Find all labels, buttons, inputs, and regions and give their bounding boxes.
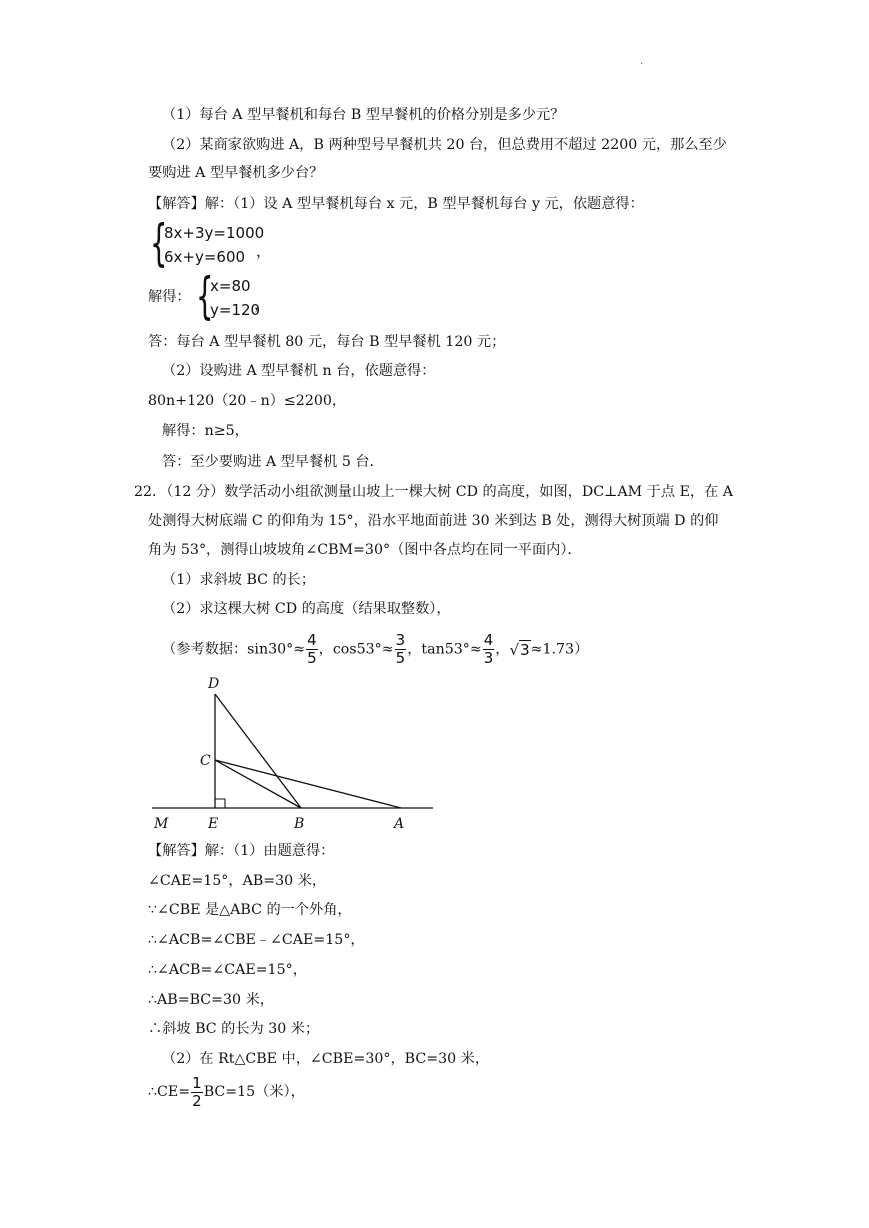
fraction-1: $\frac{4}{5}$ bbox=[307, 631, 317, 667]
label-m: M bbox=[154, 816, 169, 832]
ref-sep: ， bbox=[495, 641, 510, 658]
system-2-eq-1: x=80 bbox=[210, 277, 251, 295]
step-8-pre: ∴CE= bbox=[148, 1084, 191, 1100]
solution-step-8 bbox=[148, 1074, 305, 1110]
step-8-post: BC=15（米）， bbox=[203, 1084, 305, 1100]
reference-data bbox=[162, 632, 588, 667]
question-22-part-2: （2）求这棵大树 CD 的高度（结果取整数）， bbox=[162, 601, 451, 617]
ref-close: ≈1.73） bbox=[530, 641, 589, 658]
label-a: A bbox=[394, 816, 405, 832]
sqrt-3: √3 bbox=[509, 640, 530, 659]
solution-step-6: ∴斜坡 BC 的长为 30 米； bbox=[148, 1021, 320, 1037]
solution-step-4: ∴∠ACB=∠CAE=15°， bbox=[148, 962, 307, 978]
ref-open: （参考数据：sin30°≈ bbox=[162, 641, 306, 658]
label-d: D bbox=[208, 676, 220, 692]
left-brace: { bbox=[150, 214, 168, 272]
line-ca bbox=[215, 760, 401, 808]
right-angle-mark bbox=[215, 799, 225, 808]
line-cb bbox=[215, 760, 301, 808]
question-22-line-3: 角为 53°，测得山坡坡角∠CBM=30°（图中各点均在同一平面内）． bbox=[148, 542, 582, 558]
label-b: B bbox=[294, 816, 305, 832]
line-db bbox=[215, 694, 301, 808]
question-2-line-1: （2）某商家欲购进 A，B 两种型号早餐机共 20 台，但总费用不超过 2200 元，那么至少 bbox=[162, 137, 727, 153]
part-2-intro: （2）设购进 A 型早餐机 n 台，依题意得： bbox=[162, 363, 436, 379]
answer-1: 答：每台 A 型早餐机 80 元，每台 B 型早餐机 120 元； bbox=[148, 334, 506, 350]
left-brace: { bbox=[196, 267, 214, 325]
ref-cos: ，cos53°≈ bbox=[318, 641, 394, 658]
page-dot: . bbox=[640, 56, 644, 67]
question-2-line-2: 要购进 A 型早餐机多少台？ bbox=[148, 165, 324, 181]
question-22-line-2: 处测得大树底端 C 的仰角为 15°，沿水平地面前进 30 米到达 B 处，测得大树顶端 D 的仰 bbox=[148, 513, 719, 529]
fraction-3: $\frac{4}{3}$ bbox=[483, 631, 494, 667]
solution-step-3: ∴∠ACB=∠CBE﹣∠CAE=15°， bbox=[148, 932, 365, 948]
geometry-diagram bbox=[148, 672, 438, 834]
answer-2: 答：至少要购进 A 型早餐机 5 台． bbox=[162, 454, 384, 470]
solution-step-7: （2）在 Rt△CBE 中，∠CBE=30°，BC=30 米， bbox=[162, 1051, 490, 1067]
solve-2: 解得：n≥5， bbox=[162, 423, 249, 439]
answer-intro: 【解答】解：（1）设 A 型早餐机每台 x 元，B 型早餐机每台 y 元，依题意得： bbox=[148, 196, 644, 212]
solution-step-1: ∠CAE=15°，AB=30 米， bbox=[148, 873, 327, 889]
label-e: E bbox=[208, 816, 219, 832]
solution-intro: 【解答】解：（1）由题意得： bbox=[148, 843, 335, 859]
system-2-eq-2: y=120 bbox=[210, 301, 261, 319]
system-1-comma: ， bbox=[256, 242, 272, 260]
label-c: C bbox=[200, 753, 211, 769]
fraction-2: $\frac{3}{5}$ bbox=[395, 631, 406, 667]
ref-tan: ，tan53°≈ bbox=[407, 641, 482, 658]
inequality: 80n+120（20﹣n）≤2200， bbox=[148, 393, 347, 409]
system-1-eq-1: 8x+3y=1000 bbox=[164, 224, 265, 242]
question-22-line-1: 22．（12 分）数学活动小组欲测量山坡上一棵大树 CD 的高度，如图，DC⊥AM 于点 E，在 A bbox=[134, 484, 734, 500]
solve-label: 解得： bbox=[148, 289, 191, 305]
fraction-half: $\frac{1}{2}$ bbox=[192, 1073, 202, 1110]
system-2-comma: ， bbox=[254, 295, 270, 313]
question-1: （1）每台 A 型早餐机和每台 B 型早餐机的价格分别是多少元？ bbox=[162, 107, 565, 123]
question-22-part-1: （1）求斜坡 BC 的长； bbox=[162, 572, 316, 588]
solution-step-2: ∵∠CBE 是△ABC 的一个外角， bbox=[148, 902, 352, 918]
solution-step-5: ∴AB=BC=30 米， bbox=[148, 992, 274, 1008]
system-1-eq-2: 6x+y=600 bbox=[164, 248, 246, 266]
